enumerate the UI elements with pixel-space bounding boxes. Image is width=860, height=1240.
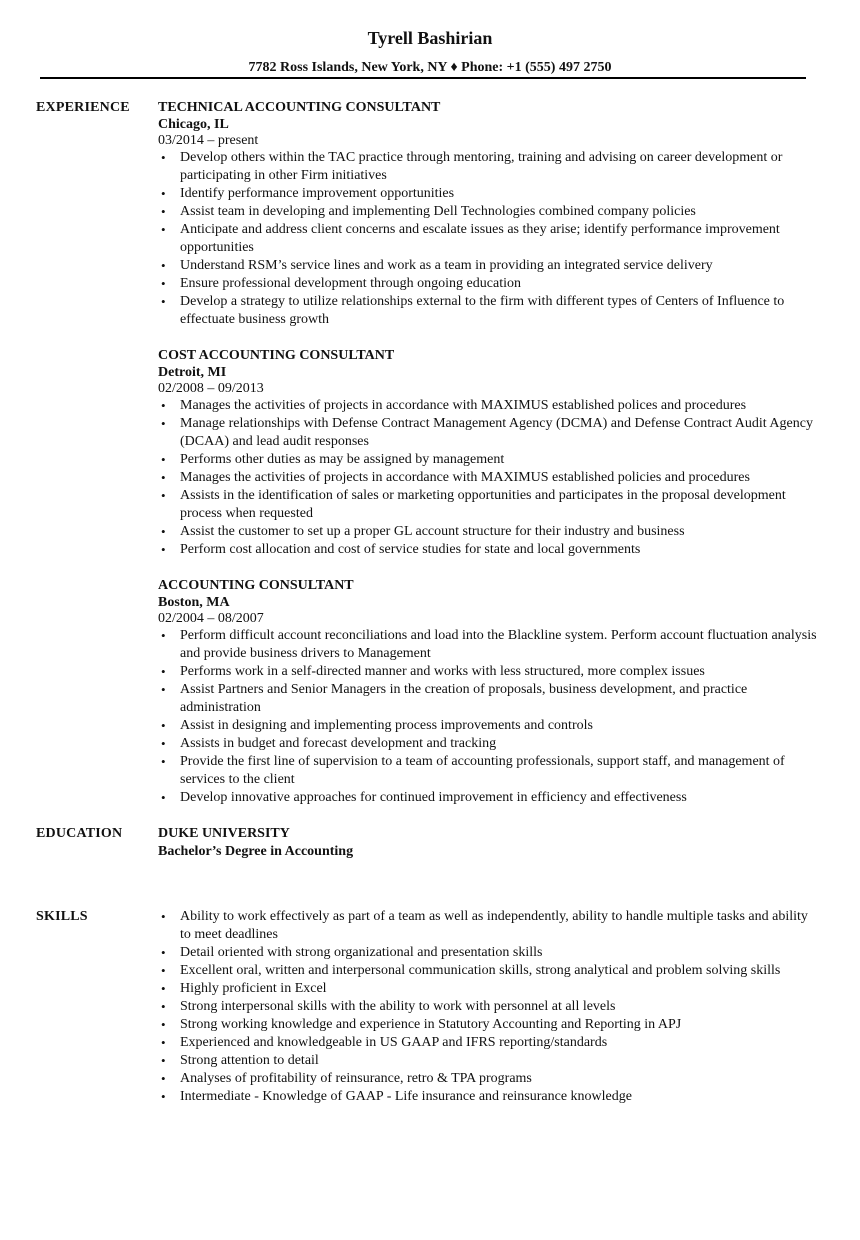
job-dates: 02/2008 – 09/2013 (158, 381, 264, 396)
duty-item: • Assist Partners and Senior Managers in the creation of proposals, business development, and practice administration (158, 681, 818, 717)
school-name: DUKE UNIVERSITY (158, 826, 290, 841)
experience-heading: EXPERIENCE (36, 100, 130, 115)
duty-item: • Perform cost allocation and cost of service studies for state and local governments (158, 541, 818, 559)
skill-item: • Experienced and knowledgeable in US GAAP and IFRS reporting/standards (158, 1034, 818, 1052)
degree: Bachelor’s Degree in Accounting (158, 844, 354, 859)
duty-item: • Performs work in a self-directed manner and works with less structured, more complex issues (158, 663, 818, 681)
skill-item: • Excellent oral, written and interpersonal communication skills, strong analytical and problem solving skills (158, 962, 818, 980)
job-entry (158, 99, 818, 329)
skills-heading: SKILLS (36, 909, 88, 924)
job-title: TECHNICAL ACCOUNTING CONSULTANT (158, 100, 441, 115)
duty-item: • Provide the first line of supervision to a team of accounting professionals, support staff, and management of services to the client (158, 753, 818, 789)
job-location: Detroit, MI (158, 365, 227, 380)
duty-item: • Manages the activities of projects in accordance with MAXIMUS established polices and procedures (158, 397, 818, 415)
duty-item: • Develop innovative approaches for continued improvement in efficiency and effectiveness (158, 789, 818, 807)
contact-line: 7782 Ross Islands, New York, NY ♦ Phone: +1 (555) 497 2750 (248, 60, 612, 75)
duty-item: • Assist in designing and implementing process improvements and controls (158, 717, 818, 735)
skill-item: • Analyses of profitability of reinsurance, retro & TPA programs (158, 1070, 818, 1088)
duty-item: • Perform difficult account reconciliations and load into the Blackline system. Perform account fluctuation analysis and provide business drivers to Management (158, 627, 818, 663)
skill-item: • Intermediate - Knowledge of GAAP - Life insurance and reinsurance knowledge (158, 1088, 818, 1106)
skill-item: • Strong working knowledge and experience in Statutory Accounting and Reporting in APJ (158, 1016, 818, 1034)
job-entry (158, 577, 818, 807)
job-dates: 03/2014 – present (158, 133, 259, 148)
skill-item: • Highly proficient in Excel (158, 980, 818, 998)
job-duties (158, 627, 818, 807)
duty-item: • Assist team in developing and implementing Dell Technologies combined company policies (158, 203, 818, 221)
duty-item: • Assists in the identification of sales or marketing opportunities and participates in the proposal development process when requested (158, 487, 818, 523)
duty-item: • Identify performance improvement opportunities (158, 185, 818, 203)
duty-item: • Develop others within the TAC practice through mentoring, training and advising on career development or participating in other Firm initiatives (158, 149, 818, 185)
job-duties (158, 397, 818, 559)
job-title: ACCOUNTING CONSULTANT (158, 578, 354, 593)
skill-item: • Strong interpersonal skills with the ability to work with personnel at all levels (158, 998, 818, 1016)
duty-item: • Anticipate and address client concerns and escalate issues as they arise; identify performance improvement opportunities (158, 221, 818, 257)
header-divider (40, 77, 806, 79)
duty-item: • Manage relationships with Defense Contract Management Agency (DCMA) and Defense Contract Audit Agency (DCAA) and lead audit responses (158, 415, 818, 451)
skill-item: • Strong attention to detail (158, 1052, 818, 1070)
resume-name: Tyrell Bashirian (367, 28, 493, 48)
duty-item: • Assists in budget and forecast development and tracking (158, 735, 818, 753)
job-location: Chicago, IL (158, 117, 229, 132)
skill-item: • Ability to work effectively as part of a team as well as independently, ability to handle multiple tasks and ability to meet deadlines (158, 908, 818, 944)
duty-item: • Develop a strategy to utilize relationships external to the firm with different types of Centers of Influence to effectuate business growth (158, 293, 818, 329)
duty-item: • Performs other duties as may be assigned by management (158, 451, 818, 469)
duty-item: • Manages the activities of projects in accordance with MAXIMUS established policies and procedures (158, 469, 818, 487)
duty-item: • Understand RSM’s service lines and work as a team in providing an integrated service delivery (158, 257, 818, 275)
duty-item: • Assist the customer to set up a proper GL account structure for their industry and business (158, 523, 818, 541)
job-dates: 02/2004 – 08/2007 (158, 611, 264, 626)
skill-item: • Detail oriented with strong organizational and presentation skills (158, 944, 818, 962)
skills-list (158, 908, 818, 1106)
duty-item: • Ensure professional development through ongoing education (158, 275, 818, 293)
job-location: Boston, MA (158, 595, 230, 610)
job-title: COST ACCOUNTING CONSULTANT (158, 348, 395, 363)
education-heading: EDUCATION (36, 826, 123, 841)
job-duties (158, 149, 818, 329)
job-entry (158, 347, 818, 559)
